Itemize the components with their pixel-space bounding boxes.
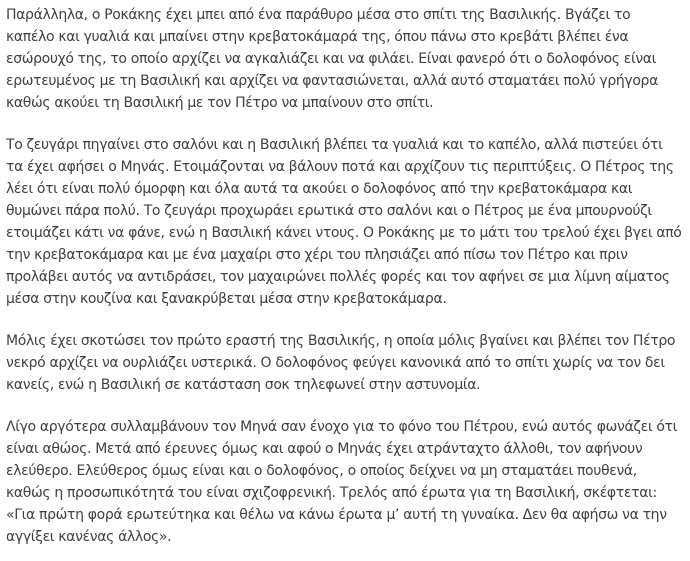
paragraph-3: Μόλις έχει σκοτώσει τον πρώτο εραστή της Βασιλικής, η οποία μόλις βγαίνει και βλέπει τον Πέτρο νεκρό αρχίζει να ουρλιάζει υστερικά. Ο δολοφόνος φεύγει κανονικά από το σπίτι χωρίς να τον δει κανείς, ενώ η Βασιλική σε κατάσταση σοκ τηλεφωνεί στην αστυνομία. [6,333,676,393]
paragraph-1: Παράλληλα, ο Ροκάκης έχει μπει από ένα παράθυρο μέσα στο σπίτι της Βασιλικής. Βγάζει το καπέλο και γυαλιά και μπαίνει στην κρεβατοκάμαρά της, όπου πάνω στο κρεβάτι βλέπει ένα εσώρουχό της, το οποίο αρχίζει να αγκαλιάζει και να φιλάει. Είναι φανερό ότι ο δολοφόνος είναι ερωτευμένος με τη Βασιλική και αρχίζει να φαντασιώνεται, αλλά αυτό σταματάει πολύ γρήγορα καθώς ακούει τη Βασιλική με τον Πέτρο να μπαίνουν στο σπίτι. [6,7,658,111]
paragraph-2: Το ζευγάρι πηγαίνει στο σαλόνι και η Βασιλική βλέπει τα γυαλιά και το καπέλο, αλλά πιστεύει ότι τα έχει αφήσει ο Μηνάς. Ετοιμάζονται να βάλουν ποτά και αρχίζουν τις περιπτύξεις. Ο Πέτρος της λέει ότι είναι πολύ όμορφη και όλα αυτά τα ακούει ο δολοφόνος από την κρεβατοκάμαρα και θυμώνει πάρα πολύ. Το ζευγάρι προχωράει ερωτικά στο σαλόνι και ο Πέτρος με ένα μπουρνούζι ετοιμάζει κάτι να φάνε, ενώ η Βασιλική κάνει ντους. Ο Ροκάκης με το μάτι του τρελού έχει βγει από την κρεβατοκάμαρα και με ένα μαχαίρι στο χέρι του πλησιάζει από πίσω τον Πέτρο και πριν προλάβει αυτός να αντιδράσει, τον μαχαιρώνει πολλές φορές και τον αφήνει σε μια λίμνη αίματος μέσα στην κουζίνα και ξανακρύβεται μέσα στην κρεβατοκάμαρα. [6,137,682,307]
paragraph-4: Λίγο αργότερα συλλαμβάνουν τον Μηνά σαν ένοχο για το φόνο του Πέτρου, ενώ αυτός φωνάζει ότι είναι αθώος. Μετά από έρευνες όμως και αφού ο Μηνάς έχει ατράνταχτο άλλοθι, τον αφήνουν ελεύθερο. Ελεύθερος όμως είναι και ο δολοφόνος, ο οποίος δείχνει να μη σταματάει πουθενά, καθώς η προσωπικότητά του είναι σχιζοφρενική. Τρελός από έρωτα για τη Βασιλική, σκέφτεται: «Για πρώτη φορά ερωτεύτηκα και θέλω να κάνω έρωτα μ’ αυτή τη γυναίκα. Δεν θα αφήσω να την αγγίξει κανένας άλλος». [6,419,678,545]
